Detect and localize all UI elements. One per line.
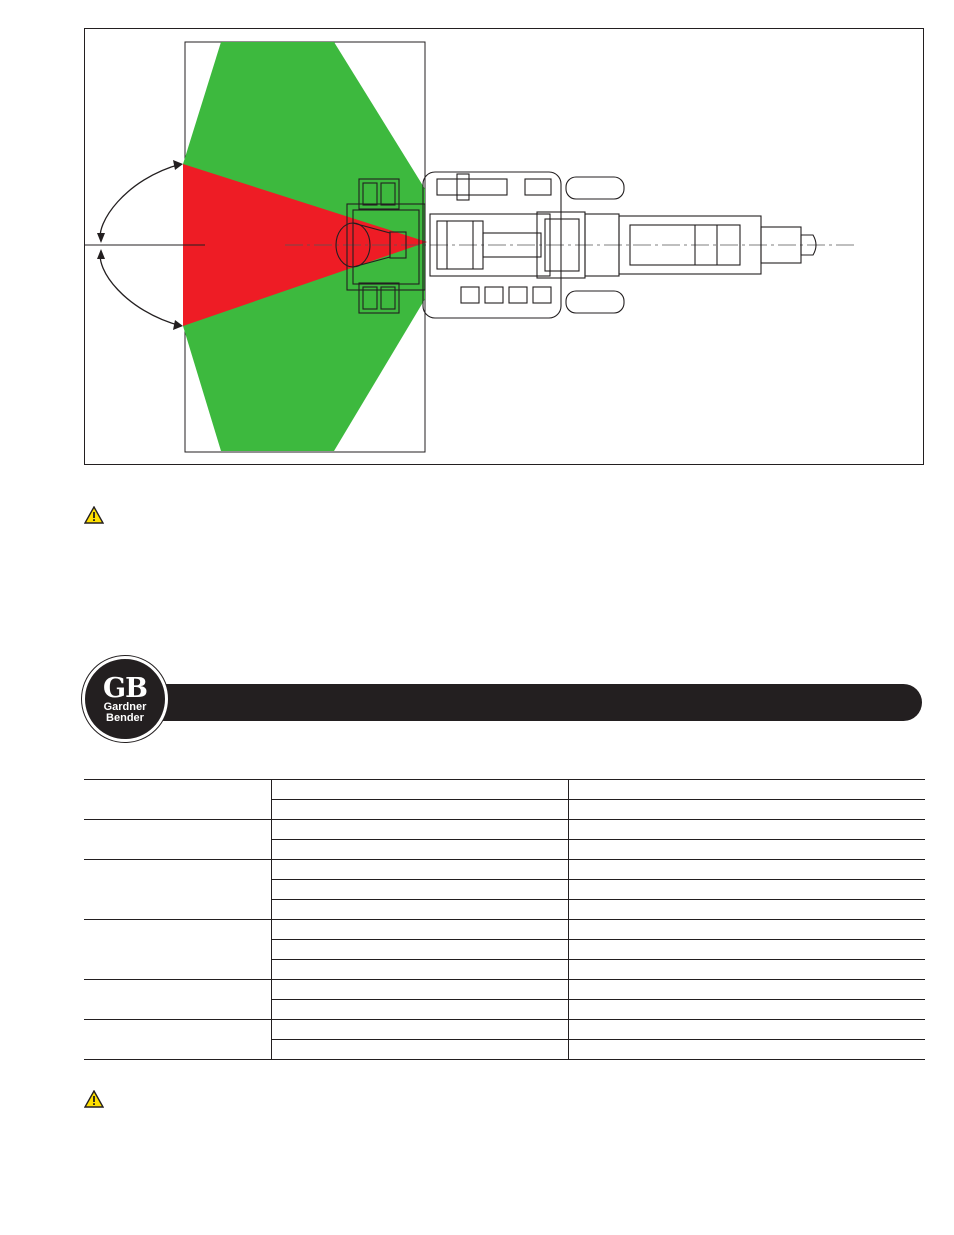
- table-cell: [569, 1040, 926, 1060]
- table-row: [84, 860, 925, 880]
- arrow-head: [173, 320, 183, 330]
- table-row: [84, 980, 925, 1000]
- table-cell: [272, 1000, 569, 1020]
- table-cell: [272, 880, 569, 900]
- table-row: [84, 820, 925, 840]
- safety-zone-diagram: [84, 28, 924, 465]
- upper-angle-arc: [100, 164, 181, 241]
- bender-top-view-drawing: [85, 29, 925, 466]
- table-cell: [569, 820, 926, 840]
- logo-mark: GB: [103, 673, 147, 704]
- table-group-cell: [84, 980, 272, 1020]
- arrow-head: [97, 249, 105, 259]
- table-cell: [569, 1000, 926, 1020]
- table-group-cell: [84, 920, 272, 980]
- table-cell: [569, 880, 926, 900]
- logo-line-1: Gardner: [103, 701, 147, 713]
- table-cell: [272, 980, 569, 1000]
- warning-triangle-icon: [84, 1090, 104, 1108]
- table-cell: [272, 840, 569, 860]
- table-group-cell: [84, 860, 272, 920]
- table-group-cell: [84, 1020, 272, 1060]
- table-row: [84, 780, 925, 800]
- table-cell: [272, 860, 569, 880]
- table-cell: [569, 900, 926, 920]
- arrow-head: [97, 233, 105, 243]
- brand-header-bar: [120, 684, 922, 721]
- table-row: [84, 1020, 925, 1040]
- table-cell: [272, 820, 569, 840]
- table-cell: [569, 960, 926, 980]
- table-cell: [272, 920, 569, 940]
- table-group-cell: [84, 820, 272, 860]
- logo-line-2: Bender: [106, 712, 144, 724]
- table-cell: [569, 940, 926, 960]
- table-cell: [272, 900, 569, 920]
- table-cell: [272, 780, 569, 800]
- table-group-cell: [84, 780, 272, 820]
- gardner-bender-logo: [82, 656, 168, 742]
- warning-triangle-icon: [84, 506, 104, 524]
- table-cell: [569, 920, 926, 940]
- table-cell: [569, 800, 926, 820]
- table-cell: [569, 840, 926, 860]
- table-cell: [272, 960, 569, 980]
- table-cell: [272, 1040, 569, 1060]
- table-cell: [272, 1020, 569, 1040]
- lower-angle-arc: [100, 251, 181, 326]
- table-cell: [569, 860, 926, 880]
- table-cell: [272, 800, 569, 820]
- table-cell: [272, 940, 569, 960]
- table-cell: [569, 780, 926, 800]
- arrow-head: [173, 160, 183, 170]
- table-row: [84, 920, 925, 940]
- specifications-table: [84, 779, 925, 1060]
- table-cell: [569, 1020, 926, 1040]
- table-cell: [569, 980, 926, 1000]
